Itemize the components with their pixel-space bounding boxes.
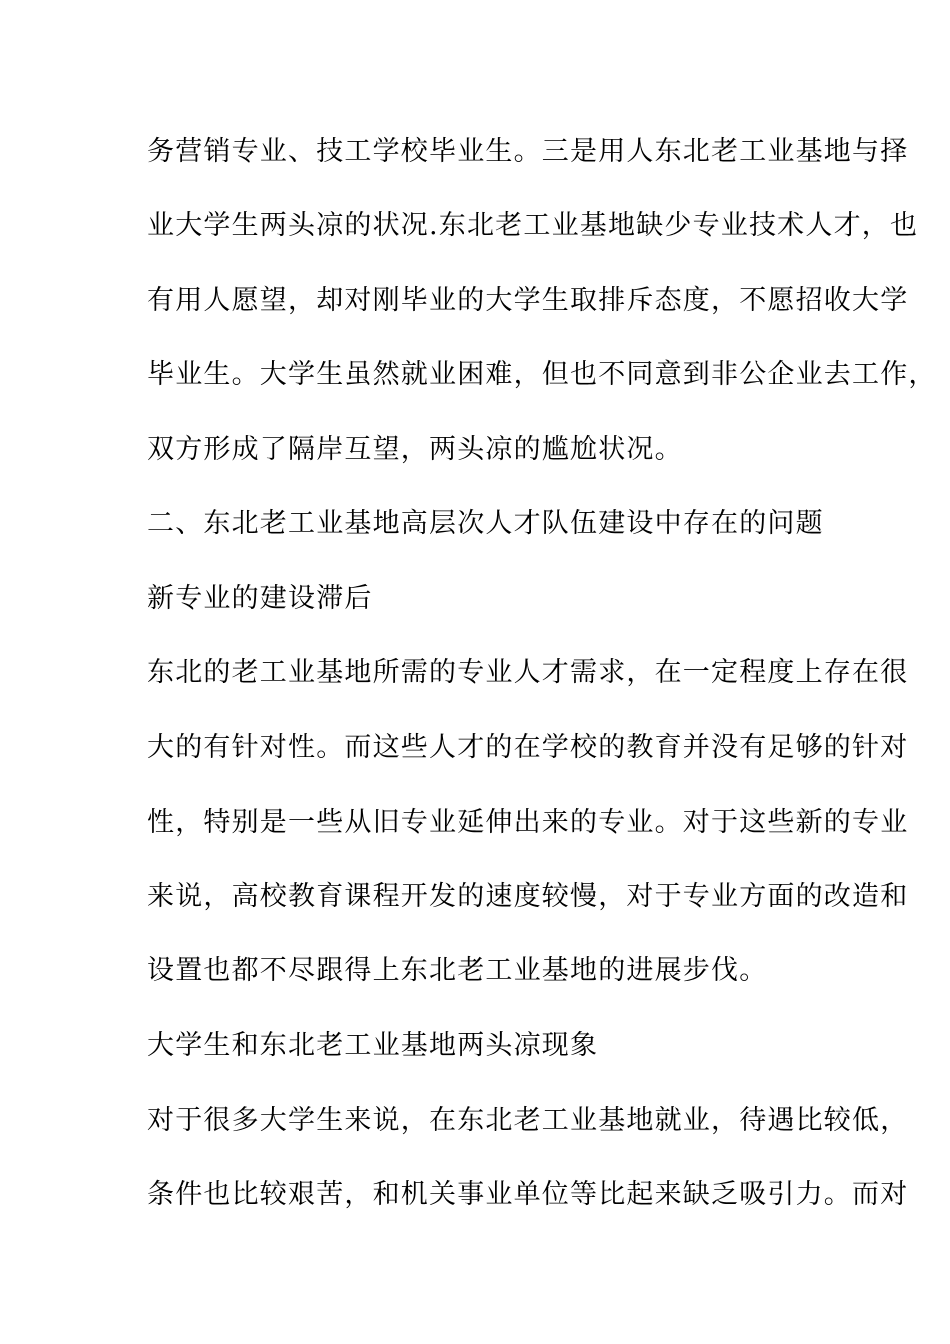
paragraph-line: 务营销专业、技工学校毕业生。三是用人东北老工业基地与择 xyxy=(147,136,909,167)
paragraph-line: 有用人愿望，却对刚毕业的大学生取排斥态度，不愿招收大学 xyxy=(147,285,909,316)
subsection-heading: 大学生和东北老工业基地两头凉现象 xyxy=(147,1030,599,1061)
paragraph-line: 设置也都不尽跟得上东北老工业基地的进展步伐。 xyxy=(147,955,768,986)
paragraph-line: 对于很多大学生来说，在东北老工业基地就业，待遇比较低， xyxy=(147,1105,909,1136)
paragraph-line: 双方形成了隔岸互望，两头凉的尴尬状况。 xyxy=(147,434,683,465)
paragraph-line: 性，特别是一些从旧专业延伸出来的专业。对于这些新的专业 xyxy=(147,807,909,838)
paragraph-line: 大的有针对性。而这些人才的在学校的教育并没有足够的针对 xyxy=(147,732,909,763)
section-heading: 二、东北老工业基地高层次人才队伍建设中存在的问题 xyxy=(147,508,824,539)
paragraph-line: 业大学生两头凉的状况.东北老工业基地缺少专业技术人才，也 xyxy=(147,210,919,241)
paragraph-line: 东北的老工业基地所需的专业人才需求，在一定程度上存在很 xyxy=(147,657,909,688)
paragraph-line: 毕业生。大学生虽然就业困难，但也不同意到非公企业去工作， xyxy=(147,359,937,390)
paragraph-line: 来说，高校教育课程开发的速度较慢，对于专业方面的改造和 xyxy=(147,881,909,912)
paragraph-line: 条件也比较艰苦，和机关事业单位等比起来缺乏吸引力。而对 xyxy=(147,1179,909,1210)
subsection-heading: 新专业的建设滞后 xyxy=(147,583,373,614)
